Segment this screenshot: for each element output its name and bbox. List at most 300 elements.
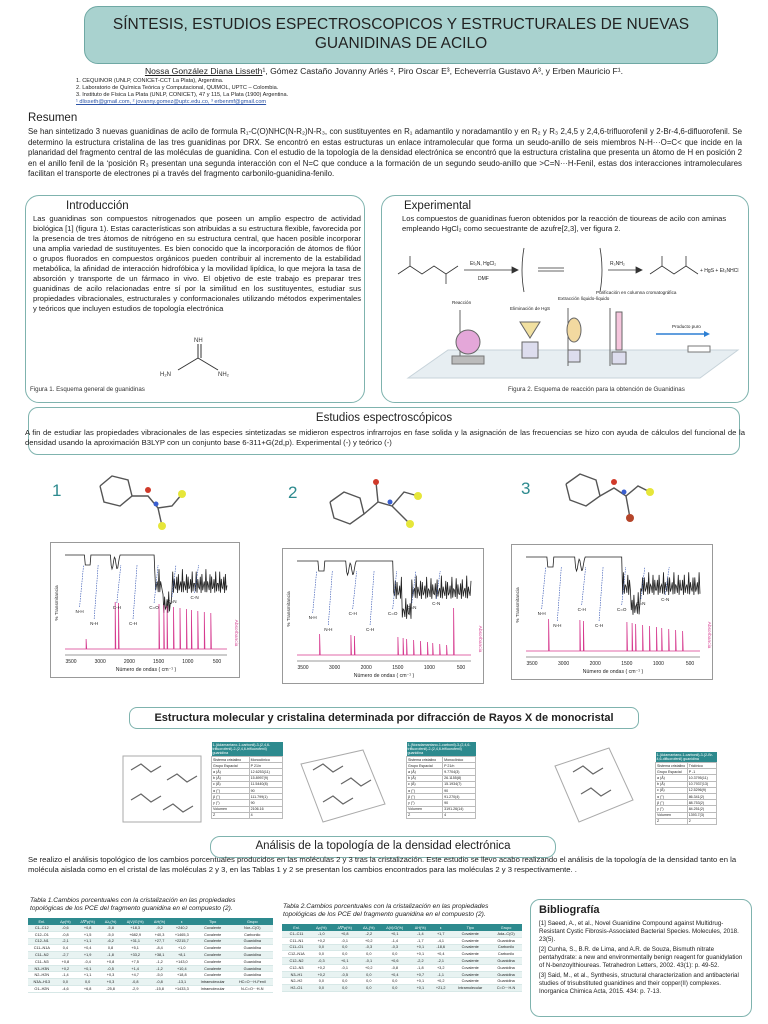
table-cell: -0,6 [56,925,76,931]
crystal-table-cell: β (°) [212,794,250,800]
crystal-table-cell: 1393.7(3) [687,812,716,818]
table-cell: 0,0 [380,985,410,992]
band-arrow [94,565,98,619]
spectrum-1-number: 1 [52,481,62,500]
table-cell: +33,2 [121,952,149,959]
table-cell: C1–C11 [282,931,311,937]
table-cell: Guanidina [232,938,273,945]
table-cell: Covalente [450,931,490,937]
tick-label: 1000 [182,659,194,665]
crystal-table-cell: Grupo Espacial [407,763,443,769]
table-row [28,945,273,952]
tick-label: 3000 [558,661,570,667]
x-axis-label: Número de ondas ( cm⁻¹ ) [115,667,177,673]
crystal-table-cell: Z [656,818,688,824]
molecule-3-structure [558,462,658,538]
crystal-table-cell: a (Å) [656,775,688,781]
affiliation-2: 2. Laboratorio de Química Teórica y Computacional, QUIMOL, UPTC – Colombia. [76,85,279,91]
table2-caption: Tabla 2.Cambios porcentuales con la cristalización en las propiedades topológicas de los PCE del fragmento guanidina en el compuesto (2). [283,903,489,918]
band-label: C=N [407,605,417,610]
figure1-caption: Figura 1. Esquema general de guanidinas [30,386,145,393]
table-header-cell: Δλ₁(%) [100,918,121,925]
crystal-table-cell: Triclínico [687,763,716,769]
table-cell: -0,1 [332,937,358,944]
band-label: C-H [365,627,375,632]
table-cell: +682,9 [121,931,149,938]
table-cell: C1–C12 [28,925,56,931]
crystal-table-cell: 3191.26(14) [443,806,476,812]
table-cell: 0,0 [358,971,380,978]
spectrum-panel-1 [50,542,240,678]
band-label: C=N [167,599,177,604]
table-cell: -2,9 [121,986,149,993]
table-cell: Nor–C(O) [232,925,273,931]
table-cell: Covalente [194,952,232,959]
table-cell: +5,1 [121,945,149,952]
author-list [0,66,768,76]
tick-label: 500 [685,661,695,667]
spectrum-panel-2 [282,548,484,684]
y-axis-label-right: Absorbancia [706,621,711,649]
crystal-table-cell: Grupo Espacial [656,769,688,775]
crystal-table-cell: 91.270(4) [443,794,476,800]
table-row [28,972,273,979]
scheme-h2n: H₂N [160,372,171,378]
table-row [28,931,273,938]
spectrum-1-plot [51,543,241,679]
x-axis-label: Número de ondas ( cm⁻¹ ) [353,673,415,679]
band-arrow [328,571,332,625]
table-cell: +0,8 [332,931,358,937]
crystal-table-cell: Monoclínico [443,757,476,763]
experimental-trace [526,557,700,615]
table-cell: +0,1 [410,944,432,951]
crystal-table-cell: Volumen [212,806,250,812]
bibliografia-list [539,920,747,997]
estudios-box [25,407,745,455]
tick-label: 1000 [423,665,435,671]
table-cell: +0,4 [75,945,100,952]
band-arrow [582,567,586,605]
filter-funnel-icon [520,322,540,358]
crystal-table-cell: β (°) [656,800,688,806]
table-cell: +0,4 [380,971,410,978]
crystal-table-cell: 10.3795(11) [687,775,716,781]
band-label: N-H [75,609,84,614]
reference-item: [3] Said, M., et al., Synthesis, structural characterization and antibacterial studies of trisubstituted guanidines and their copper(II) complexes. Inorganica Chimica Acta, 2015. 434: p. 7-13. [539,971,739,995]
tick-label: 1500 [621,661,633,667]
tick-label: 500 [212,659,222,665]
band-label: N-H [553,623,562,628]
table-cell: +0,8 [75,925,100,931]
crystal-table-cell: Z [407,812,443,818]
crystal-table-cell: 15.8997(9) [249,775,282,781]
band-arrow [370,571,374,625]
table-header-cell: Δ|V|/G(%) [121,918,149,925]
table-cell: -0,1 [358,958,380,965]
crystal-table-cell: Sistema cristalino [212,757,250,763]
spectrum-2-plot [283,549,485,685]
crystal-table-cell: 4 [249,812,282,818]
table-header-cell: Grupo [232,918,273,925]
table-header-cell: ΔH(%) [410,924,432,931]
table-cell: +1,7 [431,931,450,937]
crystal-table-cell: c (Å) [212,781,250,787]
table-header-cell: Enl. [282,924,311,931]
table-cell: C12–N2 [282,958,311,965]
x-axis-label: Número de ondas ( cm⁻¹ ) [582,669,644,675]
crystal-table-row [407,812,476,818]
table-cell: C12–O1 [28,931,56,938]
scheme-nh: NH [194,338,203,344]
tick-label: 3500 [65,659,77,665]
crystal-table-row [656,818,717,824]
table-header-cell: Δ∇²ρ(%) [75,918,100,925]
table-cell: -13,1 [170,979,194,986]
experimental-trace [65,555,227,613]
theoretical-trace [526,619,700,651]
table-cell: -0,4 [75,958,100,965]
table-cell: Intramolecular [194,979,232,986]
tick-label: 3500 [526,661,538,667]
table-cell: +1,9 [75,952,100,959]
table-cell: -1,8 [100,952,121,959]
table-cell: -1,4 [380,937,410,944]
table-cell: -5,8 [100,925,121,931]
table-cell: -2,1 [56,938,76,945]
spectrum-3-number: 3 [521,479,531,498]
figure2-caption: Figura 2. Esquema de reacción para la obtención de Guanidinas [508,386,685,393]
band-label: C=O [387,611,398,616]
band-arrow [133,565,137,619]
crystal-table-cell: 88.753(2) [687,800,716,806]
table-cell: +1,1 [75,972,100,979]
crystal-table-title: 1-(Adamantano-1-carbonil)-3-(2-Br-4,6-difluorofenil) guanidina [656,752,717,763]
table-cell: +0,2 [311,964,332,971]
crystal-table-cell: b (Å) [407,775,443,781]
poster-title-line1: SÍNTESIS, ESTUDIOS ESPECTROSCOPICOS Y ESTRUCTURALES DE NUEVAS [112,16,690,33]
table-cell: +8,1 [170,952,194,959]
tick-label: 1500 [392,665,404,671]
table-cell: -8,4 [149,945,169,952]
table-cell: -2,7 [56,952,76,959]
band-arrow [599,567,603,621]
table-cell: Covalente [194,931,232,938]
table-cell: Guanidina [490,937,522,944]
crystal-table-cell: Volumen [407,806,443,812]
table-header-cell: Δρ(%) [56,918,76,925]
tick-label: 3000 [94,659,106,665]
crystal-table-cell: 10.7937(13) [687,781,716,787]
band-arrow [557,567,561,621]
table-cell: -15,8 [149,986,169,993]
table-cell: -18,6 [431,944,450,951]
table-cell: +0,8 [100,958,121,965]
tick-label: 2000 [589,661,601,667]
table-cell: 0,0 [358,978,380,985]
table-header-cell: ΔH(%) [149,918,169,925]
crystal-table-cell: Z [212,812,250,818]
affiliation-1: 1. CEQUINOR (UNLP, CONICET-CCT La Plata), Argentina. [76,78,224,84]
table-cell: -1,4 [56,972,76,979]
table-cell: +1433,3 [170,986,194,993]
table-cell: +18,8 [170,972,194,979]
table-row [282,985,522,992]
tick-label: 500 [456,665,466,671]
crystal-table-cell: 12.6253(11) [249,769,282,775]
table-cell: -4,6 [56,986,76,993]
table-header-cell: Tipo [194,918,232,925]
amine-reagent: R₃NH₂ [610,261,625,267]
crystal-table-cell: 111.799(1) [249,794,282,800]
table-cell: 0,0 [380,951,410,958]
crystal-table-cell: b (Å) [656,781,688,787]
table-cell: -5,0 [100,931,121,938]
first-author: Nossa González Diana Lisseth [144,66,263,76]
table-cell: -6,2 [100,938,121,945]
step-reaccion: Reacción [452,300,472,305]
table-cell: 0,0 [311,944,332,951]
crystal-table-cell: 2 [687,818,716,824]
crystal-table-cell: 90 [443,800,476,806]
table-cell: N2–H2 [282,978,311,985]
table-cell: C11–N3 [28,958,56,965]
table-cell: C11–N1A [28,945,56,952]
table-row [28,952,273,959]
table-cell: -1,2 [149,965,169,972]
theoretical-trace [297,608,471,655]
band-arrow [353,571,357,609]
table-cell: Covalente [194,938,232,945]
table-cell: +0,2 [358,937,380,944]
table-cell: +143,0 [170,958,194,965]
table-cell: N3–H1 [282,971,311,978]
experimental-trace [297,561,471,619]
crystal-table-cell: P 21/n [443,763,476,769]
crystal-packing-2 [293,744,393,828]
estudios-heading: Estudios espectroscópicos [315,412,453,424]
crystal-packing-3 [545,742,641,828]
table-cell: -0,8 [56,931,76,938]
guanidine-scheme [148,334,248,382]
molecule-2-structure [320,462,432,538]
crystal-table-cell: 26.1155(8) [443,775,476,781]
table-header-cell: Grupo [490,924,522,931]
crystal-table-cell: c (Å) [407,781,443,787]
table-cell: -1,0 [311,931,332,937]
table-cell: -25,8 [100,986,121,993]
crystal-table-cell: 90 [249,787,282,793]
table-cell: Covalente [450,978,490,985]
table-cell: +38,1 [149,952,169,959]
band-label: C-H [128,621,138,626]
introduccion-heading: Introducción [66,200,129,212]
spectrum-3-plot [512,545,714,681]
table-row [282,971,522,978]
table-row [282,978,522,985]
table-cell: -4,1 [431,937,450,944]
table-header-cell: Δλ₁(%) [358,924,380,931]
molecule-1-structure [92,466,192,536]
table-cell: +1,5 [75,931,100,938]
table-cell: +6,8 [75,986,100,993]
step-eliminacion: Eliminación de HgS [510,306,551,311]
band-arrow [313,571,317,613]
table-cell: Carbonilo [232,931,273,938]
table-cell: +21,2 [431,985,450,992]
table-cell: Covalente [450,944,490,951]
table-cell: Guanidina [490,978,522,985]
tick-label: 1000 [652,661,664,667]
table-row [282,964,522,971]
table-cell: -0,3 [358,944,380,951]
table-cell: +40,3 [149,931,169,938]
crystal-table-cell: 12.5296(9) [687,787,716,793]
crystal-table-cell: Grupo Espacial [212,763,250,769]
table-cell: Covalente [450,937,490,944]
table-cell: -0,8 [121,979,149,986]
band-label: N-H [308,615,317,620]
topologia-heading: Análisis de la topología de la densidad electrónica [255,840,511,852]
introduccion-text: Las guanidinas son compuestos nitrogenados que poseen un amplio espectro de actividad biológica [1] (figura 1). Estas características son atribuidas a su estructura flexible, favorecida por la presencia de tres átomos de nitrógeno en su estructura central, que hacen posible incorporar una amplia variedad de sustituyentes. Es bien conocido que la incorporación de átomos de flúor o grupos fluorados en compuestos orgánicos pueden contribuir al incremento de la estabilidad metabólica, la afinidad de interacción hidrofóbica y la movilidad lipídica, lo que mejora la tasa de absorción y transporte de un fármaco in vivo. El objetivo de este trabajo es preparar tres guanidinas de acilo relacionadas entre sí por la similitud en los sustituyentes, estudiar sus propiedades vibracionales, estructurales y conformacionales utilizando métodos experimentales y teóricos que incluyen estudios de topología electrónica [33,214,361,313]
table-cell: Guanidina [490,964,522,971]
y-axis-label-left: % Transmitancia [55,585,60,621]
table-cell: +0,2 [311,937,332,944]
scheme-nh2: NH₂ [218,372,229,378]
table-cell: -1,7 [410,937,432,944]
table-cell: 0,0 [311,985,332,992]
crystal-table-cell: b (Å) [212,775,250,781]
tick-label: 2000 [123,659,135,665]
table-cell: -2,2 [358,931,380,937]
table-cell: 0,0 [332,985,358,992]
crystal-table-cell: 4 [443,812,476,818]
table-cell: C12–N1A [282,951,311,958]
experimental-text: Los compuestos de guanidinas fueron obtenidos por la reacción de tioureas de acilo con aminas empleando HgCl₂ como secuestrante de azufre[2,3], ver figura 2. [402,214,727,233]
table-cell: Covalente [450,964,490,971]
table-cell: -0,3 [311,958,332,965]
table-cell: Guanidina [490,958,522,965]
crystal-table-cell: 90 [249,800,282,806]
table-cell: 0,0 [311,951,332,958]
table-cell: +0,2 [311,971,332,978]
table-cell: Guanidina [232,965,273,972]
table-cell: H2–O1 [282,985,311,992]
table-cell: 0,0 [380,978,410,985]
author-emails[interactable]: ¹ dlisseth@gmail.com, ² jovanny.gomez@uptc.edu.co, ³ erbenmf@gmail.com [76,99,267,105]
resumen-heading: Resumen [28,112,78,124]
table-cell: Covalente [194,925,232,931]
table-cell: +18,3 [121,925,149,931]
crystal-packing-1 [117,750,207,828]
table-cell: +1,1 [75,938,100,945]
crystal-table-cell: Sistema cristalino [656,763,688,769]
table-cell: -1,2 [149,958,169,965]
separatory-funnel-icon [567,308,581,366]
table-cell: Covalente [450,958,490,965]
bibliografia-box [530,899,752,1017]
table-row [28,938,273,945]
crystal-data-table-1 [211,742,283,819]
table-cell: Ada–C(O) [490,931,522,937]
table-cell: HC=O···H-Fenil [232,979,273,986]
table-cell: +7,5 [121,958,149,965]
table-cell: +0,8 [56,958,76,965]
table-cell: -1,1 [431,971,450,978]
crystal-table-cell: γ (°) [407,800,443,806]
table-cell: 0,0 [332,978,358,985]
table-cell: Carbonilo [490,951,522,958]
band-label: N-H [537,611,546,616]
crystal-table-cell: Sistema cristalino [407,757,443,763]
topologia-text: Se realizo el análisis topológico de los cambios porcentuales producidos en las moléculas 2 y 3 tras la cristalización. Este estudio se llevo acabo realizando el análisis de la topología de la densidad tanto en la molécula aislada como en el cristal de las moléculas 2 y 3, en las Tablas 1 y 2 se presentan los cambios encontrados para las moléculas 2 y 3 respectivamente. . [28,855,737,875]
band-label: C-H [348,611,357,616]
table-cell: C12–N1 [28,938,56,945]
xray-heading: Estructura molecular y cristalina determinada por difracción de Rayos X de monocristal [129,707,639,729]
table-cell: O1–H2N [28,986,56,993]
table-cell: -0,3 [380,944,410,951]
step-purificacion: Purificación en columna cromatográfica [596,290,677,295]
y-axis-label-left: % Transmitancia [516,587,521,623]
band-label: C-N [661,597,670,602]
table1 [28,918,273,993]
table-cell: +0,7 [410,971,432,978]
table-cell: N3A–H13 [28,979,56,986]
table-row [282,944,522,951]
table-cell: Covalente [450,951,490,958]
table-row [28,979,273,986]
crystal-table-cell: γ (°) [212,800,250,806]
table-cell: C11–O1 [282,944,311,951]
y-axis-label-right: Absorbancia [233,619,238,647]
table-cell: +0,1 [410,951,432,958]
crystal-table-cell: Monoclínico [249,757,282,763]
tick-label: 1500 [153,659,165,665]
table-cell: +0,3 [100,972,121,979]
table-cell: Covalente [450,971,490,978]
bibliografia-heading: Bibliografía [539,904,600,916]
table-cell: +1465,3 [170,931,194,938]
table-cell: +3,2 [431,964,450,971]
table-header-cell: Δρ(%) [311,924,332,931]
table-cell: +0,1 [380,931,410,937]
step-extraccion: Extracción líquido-líquido [558,296,610,301]
chromatography-column-icon [610,308,626,366]
band-arrow [542,567,546,609]
band-label: N-H [90,621,99,626]
band-label: C-H [112,605,121,610]
table-cell: +0,2 [431,978,450,985]
table-cell: +10,4 [170,965,194,972]
crystal-data-table-2 [406,742,476,819]
table-header-cell: ε [431,924,450,931]
crystal-table-cell: β (°) [407,794,443,800]
crystal-table-cell: 9.7704(3) [443,769,476,775]
band-label: C-N [432,601,441,606]
table-cell: -2,1 [431,958,450,965]
crystal-table-cell: 86.341(2) [687,793,716,799]
crystal-table-cell: 90 [443,787,476,793]
table-cell: 0,0 [311,978,332,985]
introduccion-box [25,195,365,403]
table-row [282,937,522,944]
band-label: C-H [577,607,586,612]
table-cell: 0,0 [358,951,380,958]
band-arrow [80,565,84,607]
table-cell: +0,1 [410,978,432,985]
table-cell: Covalente [194,945,232,952]
table-cell: -1,4 [410,931,432,937]
